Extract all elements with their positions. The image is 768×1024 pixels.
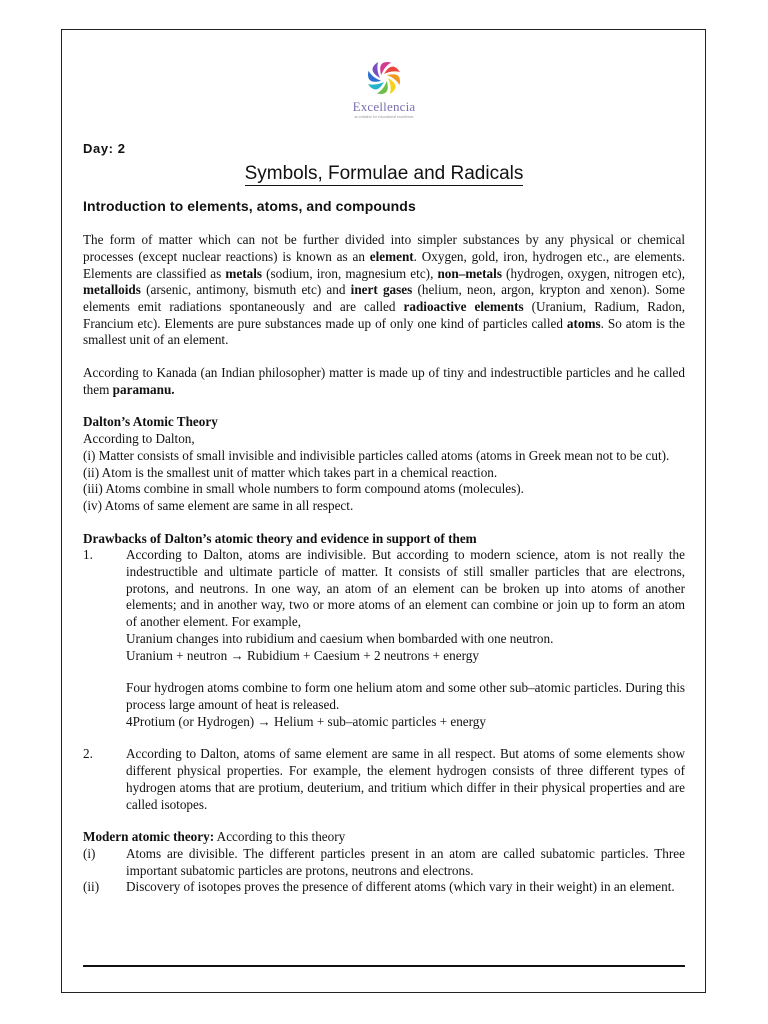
item-paragraph: According to Dalton, atoms of same element are same in all respect. But atoms of some elements show different physical properties. For example, the element hydrogen consists of three different types of hydrogen atoms that are protium, deuterium, and tritium which differ in their physical properties and are called isotopes. (126, 746, 685, 812)
intro-text: (Uranium, Radium, Radon, Francium etc). Elements are pure substances made up of only one kind of particles called (83, 298, 685, 331)
dalton-line: (iv) Atoms of same element are same in all respect. (83, 497, 354, 513)
item-paragraph: Atoms are divisible. The different particles present in an atom are called subatomic particles. Three important subatomic particles are protons, neutrons and electrons. (126, 845, 685, 878)
dalton-heading: Dalton’s Atomic Theory (83, 414, 218, 430)
page-title (83, 162, 685, 184)
intro-text: (helium, neon, argon, krypton and xenon). Some elements emit radiations spontaneously and are called (83, 282, 685, 314)
logo-name: Excellencia (352, 99, 416, 114)
term-non-metals: non–metals (437, 265, 502, 281)
kanada-paragraph (83, 365, 685, 398)
item-paragraph: Four hydrogen atoms combine to form one helium atom and some other sub–atomic particles. During this process large amount of heat is released. (126, 680, 685, 712)
item-line: Uranium changes into rubidium and caesium when bombarded with one neutron. (126, 630, 554, 646)
document-body (83, 141, 685, 896)
term-inert-gases: inert gases (350, 282, 413, 298)
list-item (83, 547, 685, 730)
modern-heading: Modern atomic theory: (83, 829, 215, 845)
intro-text: . Oxygen, gold, iron, hydrogen etc., are elements. Elements are classified as (83, 248, 685, 281)
term-metalloids: metalloids (83, 282, 141, 298)
dalton-line: (i) Matter consists of small invisible and indivisible particles called atoms (atoms in Greek mean not to be cut). (83, 447, 670, 463)
intro-text: . So atom is the smallest unit of an element. (83, 315, 685, 348)
term-atoms: atoms (566, 315, 601, 331)
intro-text: (hydrogen, oxygen, nitrogen etc), (501, 265, 685, 281)
item-body (126, 547, 685, 730)
dalton-line: According to Dalton, (83, 431, 195, 447)
intro-text: The form of matter which can not be further divided into simpler substances by any physical or chemical processes (except nuclear reactions) is known as an (83, 232, 685, 264)
day-label: Day: 2 (83, 141, 126, 156)
item-paragraph: Discovery of isotopes proves the presence of different atoms (which vary in their weight) in an element. (126, 879, 675, 895)
title-text: Symbols, Formulae and Radicals (244, 162, 524, 184)
kanada-text: According to Kanada (an Indian philosopher) matter is made up of tiny and indestructible particles and he called them (83, 365, 685, 397)
section-subtitle: Introduction to elements, atoms, and compounds (83, 198, 416, 215)
list-item (83, 746, 685, 813)
list-item (83, 879, 685, 896)
term-radioactive-elements: radioactive elements (403, 298, 524, 314)
item-number: 2. (83, 746, 93, 762)
excellencia-logo (336, 58, 432, 132)
intro-text: (sodium, iron, magnesium etc), (262, 265, 438, 281)
item-number: (ii) (83, 879, 100, 895)
term-metals: metals (225, 265, 263, 281)
equation: Uranium + neutron → Rubidium + Caesium + 2 neutrons + energy (126, 647, 479, 663)
swirl-logo-icon (364, 58, 404, 98)
dalton-line: (iii) Atoms combine in small whole numbers to form compound atoms (molecules). (83, 481, 524, 497)
dalton-line: (ii) Atom is the smallest unit of matter which takes part in a chemical reaction. (83, 464, 498, 480)
logo-tagline: an initiative for educational excellence (354, 115, 414, 119)
footer-rule (83, 965, 685, 967)
item-number: (i) (83, 845, 96, 861)
list-item (83, 846, 685, 879)
modern-paragraph (83, 829, 685, 846)
item-paragraph: According to Dalton, atoms are indivisible. But according to modern science, atom is not really the indestructible and ultimate particle of matter. It consists of still smaller particles that are electrons, protons, and neutrons. In one way, an atom of an element can be broken up into atoms of another elements; and in another way, two or more atoms of an element can combine or join up to form an atom of another element. For example, (126, 547, 685, 630)
term-element: element (369, 248, 414, 264)
intro-text: (arsenic, antimony, bismuth etc) and (140, 282, 351, 298)
drawbacks-heading: Drawbacks of Dalton’s atomic theory and evidence in support of them (83, 530, 477, 546)
intro-paragraph (83, 232, 685, 349)
item-number: 1. (83, 547, 93, 563)
equation: 4Protium (or Hydrogen) → Helium + sub–atomic particles + energy (126, 713, 486, 729)
term-paramanu: paramanu. (112, 381, 175, 397)
modern-intro: According to this theory (214, 829, 346, 845)
